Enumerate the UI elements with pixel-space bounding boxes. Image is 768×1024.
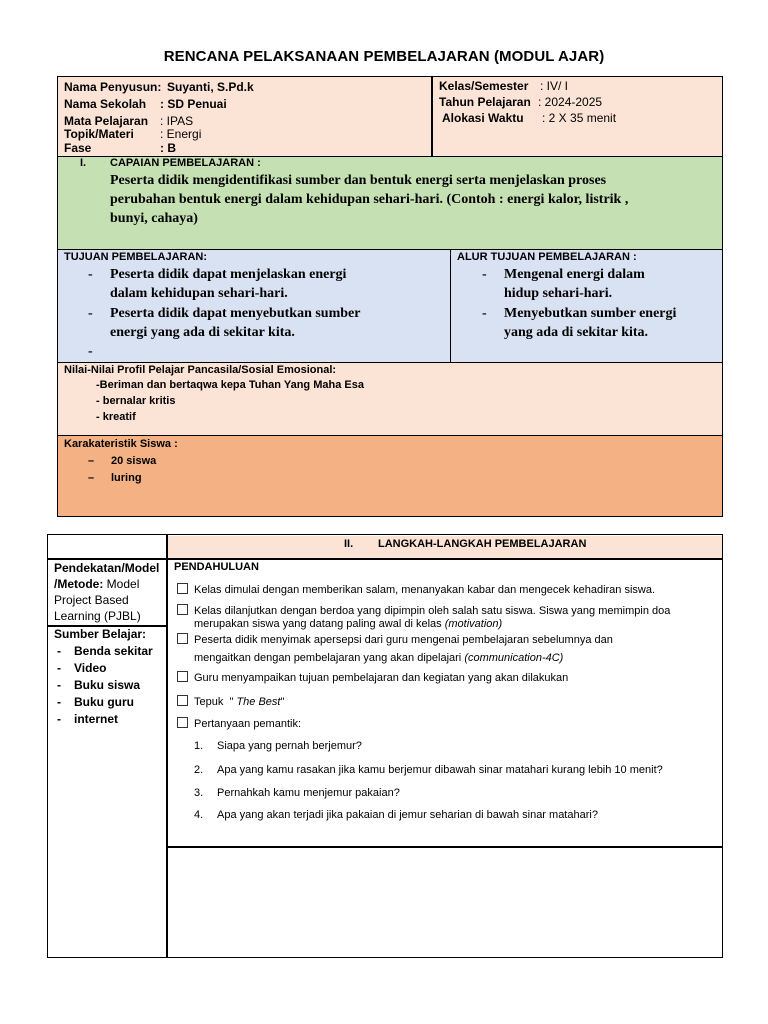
step-3-line2: mengaitkan dengan pembelajaran yang akan dipelajari: [194, 652, 465, 664]
pendekatan-line2: [54, 577, 139, 591]
alur-item1-line2: hidup sehari-hari.: [504, 286, 613, 301]
karakteristik-item-2: luring: [111, 472, 142, 484]
alur-dash-2: -: [482, 306, 487, 321]
karakteristik-item-1: 20 siswa: [111, 455, 157, 467]
sumber-dash-5: -: [57, 712, 61, 726]
mapel-label: Mata Pelajaran: [64, 114, 149, 128]
checkbox-icon: [177, 604, 188, 615]
karakteristik-dash-1: –: [88, 455, 95, 467]
langkah-row-line: [166, 846, 723, 848]
tahun-label: Tahun Pelajaran: [439, 95, 531, 109]
alur-item2-line1: Menyebutkan sumber energi: [504, 306, 677, 321]
fase-value: : B: [160, 141, 176, 155]
capaian-line-1: Peserta didik mengidentifikasi sumber dan bentuk energi serta menjelaskan proses: [110, 173, 607, 188]
step-5: [177, 695, 284, 708]
pendekatan-line1: [54, 561, 159, 575]
step-5-label: Tepuk ": [194, 696, 237, 708]
checkbox-icon: [177, 633, 188, 644]
sumber-dash-2: -: [57, 661, 61, 675]
langkah-heading: LANGKAH-LANGKAH PEMBELAJARAN: [378, 538, 587, 550]
mapel-value: : IPAS: [160, 114, 194, 128]
pendekatan-line4: Learning (PJBL): [54, 609, 141, 623]
karakteristik-heading: Karakateristik Siswa :: [64, 438, 178, 450]
step-2-line1: Kelas dilanjutkan dengan berdoa yang dipimpin oleh salah satu siswa. Siswa yang memimpin doa: [194, 605, 671, 617]
tahun-value: : 2024-2025: [538, 95, 603, 109]
capaian-line-3: bunyi, cahaya): [110, 211, 198, 226]
capaian-number: I.: [80, 157, 87, 169]
topik-value: : Energi: [160, 127, 202, 141]
profil-item-3: - kreatif: [96, 411, 136, 423]
checkbox-icon: [177, 583, 188, 594]
kelas-label: Kelas/Semester: [439, 79, 529, 93]
alokasi-value: : 2 X 35 menit: [542, 111, 617, 125]
step-3-cont: [194, 652, 563, 664]
alokasi-label: Alokasi Waktu: [442, 111, 524, 125]
capaian-line-2: perubahan bentuk energi dalam kehidupan sehari-hari. (Contoh : energi kalor, listrik ,: [110, 192, 629, 207]
question-4-text: Apa yang akan terjadi jika pakaian di jemur seharian di bawah sinar matahari?: [217, 809, 598, 821]
topik-label: Topik/Materi: [64, 127, 134, 141]
sumber-heading: Sumber Belajar:: [54, 627, 147, 641]
page-title: RENCANA PELAKSANAAN PEMBELAJARAN (MODUL AJAR): [163, 48, 605, 65]
alur-item2-line2: yang ada di sekitar kita.: [504, 325, 649, 340]
pendekatan-bold2: /Metode:: [54, 577, 104, 591]
fase-label: Fase: [64, 141, 92, 155]
step-5-italic: The Best: [236, 696, 281, 708]
step-5-end: ": [280, 696, 285, 708]
question-1-text: Siapa yang pernah berjemur?: [217, 740, 362, 752]
sumber-item-2: Video: [74, 661, 107, 675]
sumber-item-5: internet: [74, 712, 119, 726]
profil-heading: Nilai-Nilai Profil Pelajar Pancasila/Sosial Emosional:: [64, 364, 337, 376]
tujuan-dash-1: -: [88, 267, 93, 282]
sumber-dash-3: -: [57, 678, 61, 692]
checkbox-icon: [177, 717, 188, 728]
question-4-num: 4.: [194, 809, 204, 821]
profil-item-1: -Beriman dan bertaqwa kepa Tuhan Yang Maha Esa: [96, 379, 364, 391]
step-3-line1: Peserta didik menyimak apersepsi dari guru mengenai pembelajaran sebelumnya dan: [194, 634, 613, 646]
karakteristik-dash-2: –: [88, 472, 95, 484]
identity-divider: [431, 76, 433, 157]
sumber-item-4: Buku guru: [74, 695, 134, 709]
tujuan-item1-line2: dalam kehidupan sehari-hari.: [110, 286, 288, 301]
question-3-num: 3.: [194, 787, 204, 799]
step-4: [177, 671, 568, 684]
question-2-text: Apa yang kamu rasakan jika kamu berjemur dibawah sinar matahari kurang lebih 10 menit?: [217, 764, 663, 776]
step-6: [177, 717, 301, 730]
step-2: [177, 604, 670, 617]
sumber-item-3: Buku siswa: [74, 678, 141, 692]
question-3-text: Pernahkah kamu menjemur pakaian?: [217, 787, 400, 799]
step-2-cont: [194, 618, 502, 630]
profil-item-2: - bernalar kritis: [96, 395, 176, 407]
step-2-line2: merupakan siswa yang datang paling awal di kelas: [194, 618, 445, 630]
pendekatan-rest1: Model: [103, 577, 140, 591]
pendekatan-bold1: Pendekatan/Model: [54, 561, 160, 575]
alur-dash-1: -: [482, 267, 487, 282]
step-6-text: Pertanyaan pemantik:: [194, 718, 302, 730]
tujuan-item2-line2: energi yang ada di sekitar kita.: [110, 325, 295, 340]
sekolah-value: : SD Penuai: [160, 97, 227, 111]
langkah-table: [47, 534, 723, 958]
sumber-dash-4: -: [57, 695, 61, 709]
penyusun-label: Nama Penyusun:: [64, 80, 162, 94]
sumber-item-1: Benda sekitar: [74, 644, 153, 658]
checkbox-icon: [177, 671, 188, 682]
capaian-heading: CAPAIAN PEMBELAJARAN :: [110, 157, 261, 169]
penyusun-value: Suyanti, S.Pd.k: [167, 80, 254, 94]
step-1-text: Kelas dimulai dengan memberikan salam, menanyakan kabar dan mengecek kehadiran siswa.: [194, 584, 656, 596]
step-2-italic: (motivation): [444, 618, 503, 630]
step-4-text: Guru menyampaikan tujuan pembelajaran dan kegiatan yang akan dilakukan: [194, 672, 569, 684]
checkbox-icon: [177, 695, 188, 706]
langkah-col-line: [166, 534, 168, 958]
step-3-italic: (communication-4C): [464, 652, 564, 664]
tujuan-dash-2: -: [88, 306, 93, 321]
question-2-num: 2.: [194, 764, 204, 776]
sekolah-label: Nama Sekolah: [64, 97, 147, 111]
question-1-num: 1.: [194, 740, 204, 752]
step-3: [177, 633, 613, 646]
alur-heading: ALUR TUJUAN PEMBELAJARAN :: [457, 251, 637, 263]
step-1: [177, 583, 655, 596]
tujuan-heading: TUJUAN PEMBELAJARAN:: [64, 251, 208, 263]
tujuan-item1-line1: Peserta didik dapat menjelaskan energi: [110, 267, 347, 282]
tujuan-item2-line1: Peserta didik dapat menyebutkan sumber: [110, 306, 361, 321]
kelas-value: : IV/ I: [540, 79, 569, 93]
alur-item1-line1: Mengenal energi dalam: [504, 267, 645, 282]
sumber-dash-1: -: [57, 644, 61, 658]
pendahuluan-heading: PENDAHULUAN: [174, 561, 259, 573]
pendekatan-line3: Project Based: [54, 593, 129, 607]
langkah-number: II.: [344, 538, 354, 550]
tujuan-dash-3: -: [88, 344, 93, 359]
langkah-header-line: [47, 558, 723, 560]
